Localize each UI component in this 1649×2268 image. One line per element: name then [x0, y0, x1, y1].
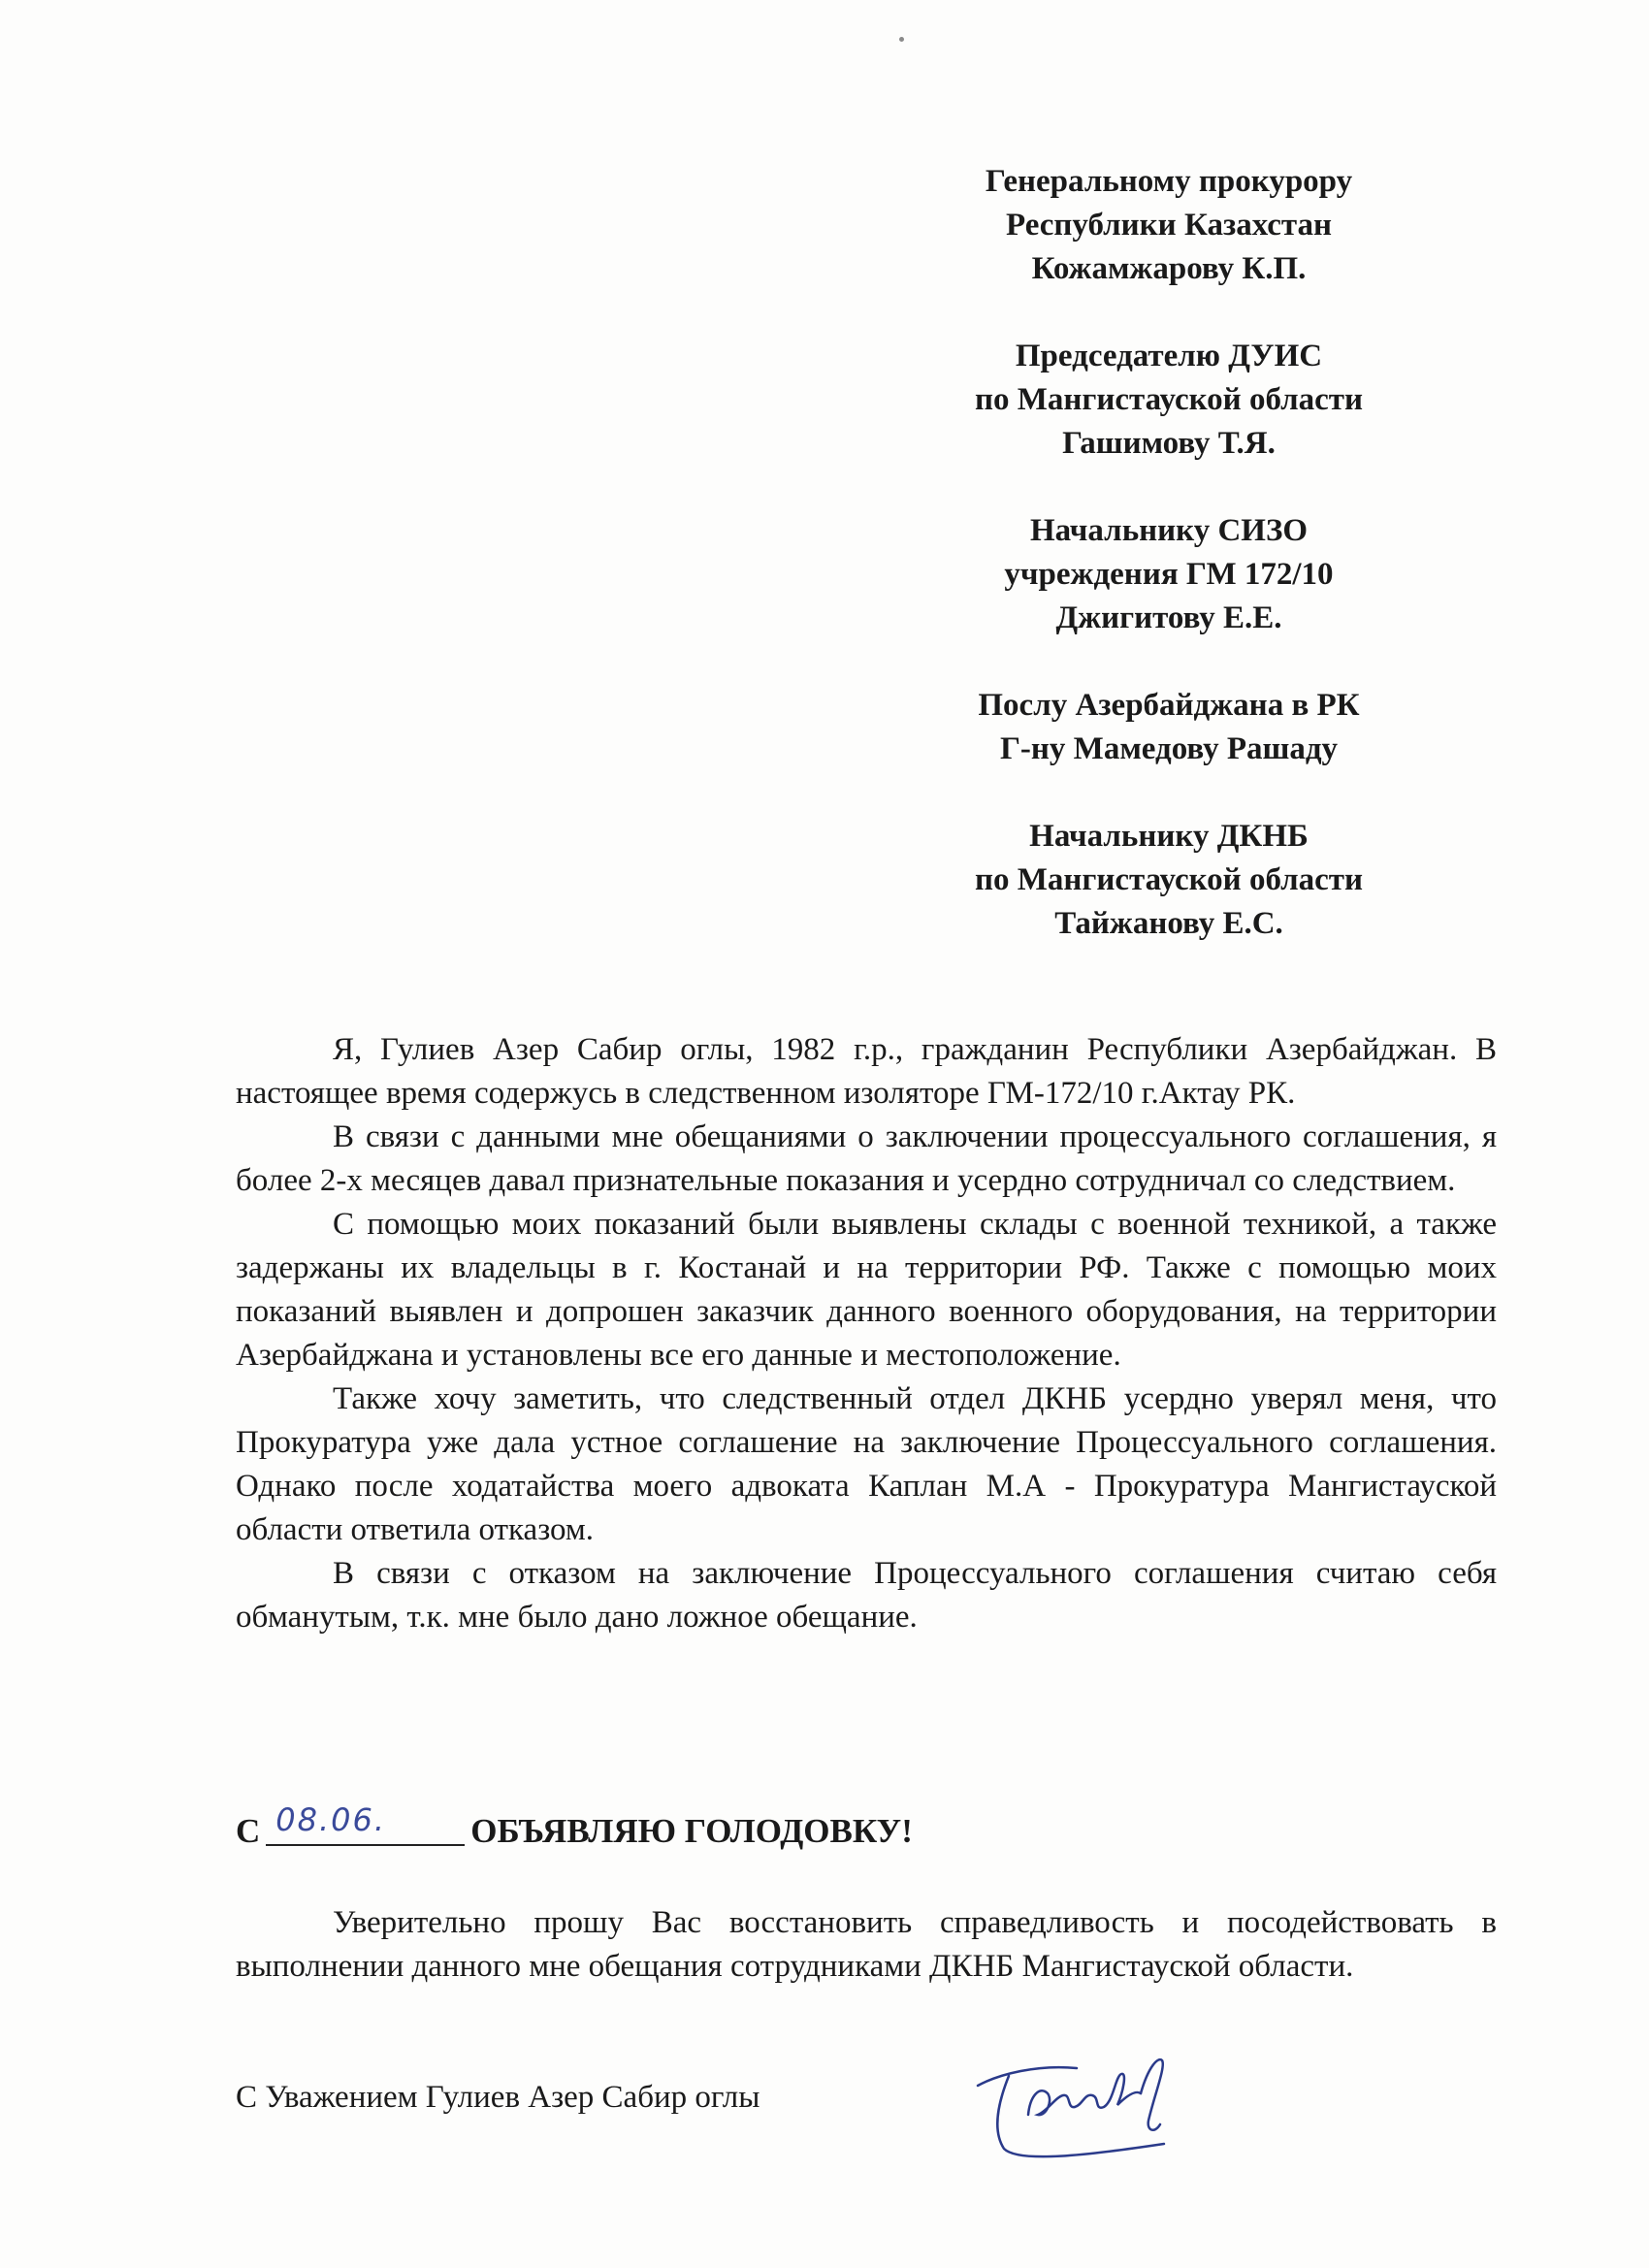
recipient-line: Гашимову Т.Я.	[1062, 426, 1276, 461]
recipient-line: Начальнику ДКНБ	[1029, 819, 1309, 854]
hunger-statement-text: ОБЪЯВЛЯЮ ГОЛОДОВКУ!	[470, 1812, 913, 1850]
closing-line: С Уважением Гулиев Азер Сабир оглы	[236, 2080, 760, 2115]
paragraph: Я, Гулиев Азер Сабир оглы, 1982 г.р., гражданин Республики Азербайджан. В настоящее время содержусь в следственном изоляторе ГМ-172/10 г.Актау РК.	[236, 1032, 1497, 1111]
recipients-header	[878, 160, 1460, 989]
handwritten-date: 08.06.	[275, 1801, 387, 1838]
paragraph: Также хочу заметить, что следственный отдел ДКНБ усердно уверял меня, что Прокуратура уже дала устное соглашение на заключение Процессуального соглашения. Однако после ходатайства моего адвоката Каплан М.А - Прокуратура Мангистауской области ответила отказом.	[236, 1381, 1497, 1547]
recipient-line: Тайжанову Е.С.	[1054, 906, 1283, 941]
recipient-line: Кожамжарову К.П.	[1031, 251, 1307, 286]
signature-image	[970, 2047, 1203, 2173]
paragraph: С помощью моих показаний были выявлены склады с военной техникой, а также задержаны их владельцы в г. Костанай и на территории РФ. Также с помощью моих показаний выявлен и допрошен заказчик данного военного оборудования, на территории Азербайджана и установлены все его данные и местоположение.	[236, 1207, 1497, 1373]
recipient-line: Г-ну Мамедову Рашаду	[999, 731, 1339, 766]
request-paragraph	[236, 1901, 1497, 1989]
recipient-line: учреждения ГМ 172/10	[1004, 557, 1334, 592]
recipient-line: Генеральному прокурору	[985, 164, 1353, 199]
hunger-strike-statement	[236, 1801, 913, 1853]
recipient-duis-chairman	[878, 335, 1460, 466]
paragraph: В связи с данными мне обещаниями о заключении процессуального соглашения, я более 2-х месяцев давал признательные показания и усердно сотрудничал со следствием.	[236, 1119, 1497, 1198]
date-blank	[266, 1801, 465, 1846]
recipient-line: Джигитову Е.Е.	[1055, 600, 1282, 635]
recipient-line: по Мангистауской области	[974, 382, 1364, 417]
hunger-prefix: С	[236, 1812, 261, 1850]
recipient-sizo-head	[878, 509, 1460, 640]
paragraph: Уверительно прошу Вас восстановить справедливость и посодействовать в выполнении данного мне обещания сотрудниками ДКНБ Мангистауской области.	[236, 1905, 1497, 1984]
recipient-line: Председателю ДУИС	[1015, 339, 1323, 373]
recipient-line: Республики Казахстан	[1005, 208, 1333, 243]
recipient-line: по Мангистауской области	[974, 862, 1364, 897]
recipient-line: Начальнику СИЗО	[1029, 513, 1309, 548]
recipient-dknb-head	[878, 815, 1460, 946]
recipient-line: Послу Азербайджана в РК	[978, 688, 1360, 723]
recipient-prosecutor-general	[878, 160, 1460, 291]
paragraph: В связи с отказом на заключение Процессуального соглашения считаю себя обманутым, т.к. мне было дано ложное обещание.	[236, 1556, 1497, 1635]
letter-body	[236, 1028, 1497, 1639]
scan-speck	[899, 37, 904, 42]
recipient-ambassador	[878, 684, 1460, 771]
